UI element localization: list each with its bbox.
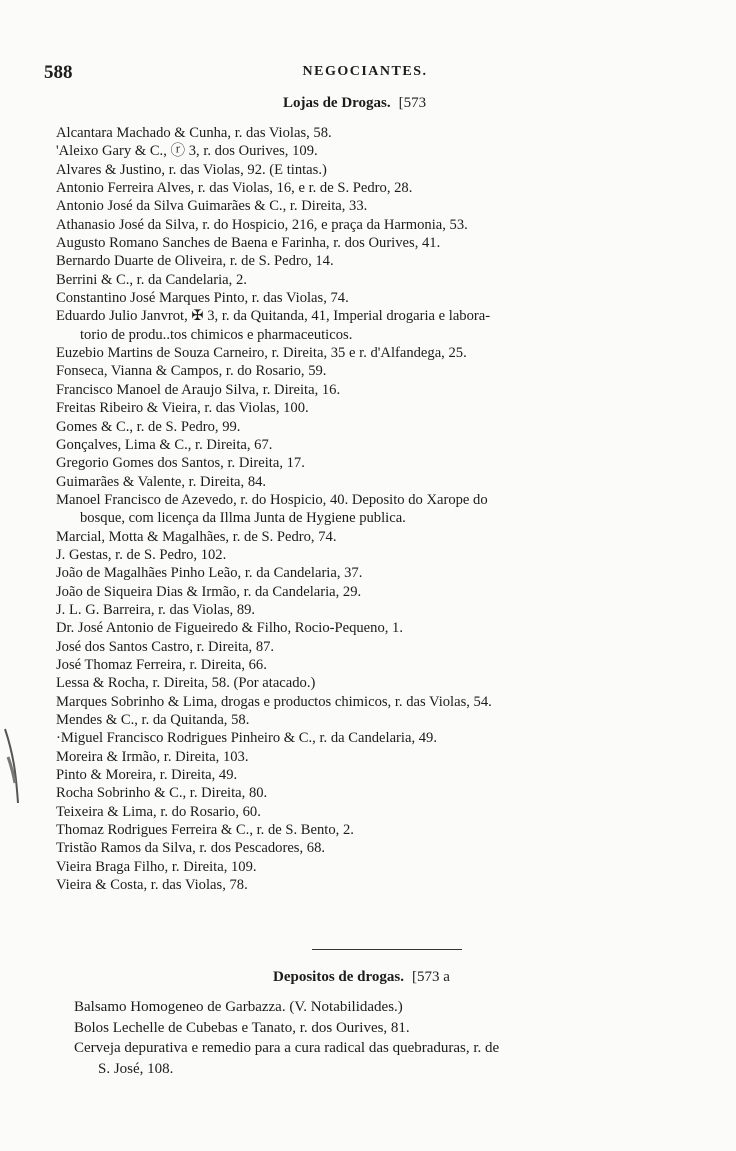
list-item bbox=[56, 729, 706, 747]
depositos-de-drogas-list bbox=[74, 997, 702, 1079]
entry-text: Augusto Romano Sanches de Baena e Farinha, r. dos Ourives, 41. bbox=[56, 235, 441, 252]
list-item bbox=[56, 161, 706, 179]
page-number: 588 bbox=[44, 62, 73, 83]
list-item bbox=[56, 711, 706, 729]
list-item bbox=[56, 564, 706, 582]
entry-text: José dos Santos Castro, r. Direita, 87. bbox=[56, 638, 275, 655]
entry-text: Balsamo Homogeneo de Garbazza. (V. Notabilidades.) bbox=[74, 999, 403, 1015]
entry-continuation: torio de produ..tos chimicos e pharmaceuticos. bbox=[80, 326, 353, 343]
list-item bbox=[56, 528, 706, 546]
entry-text: J. Gestas, r. de S. Pedro, 102. bbox=[56, 546, 227, 563]
entry-text: Cerveja depurativa e remedio para a cura radical das quebraduras, r. de bbox=[74, 1040, 500, 1056]
entry-text: Fonseca, Vianna & Campos, r. do Rosario, 59. bbox=[56, 363, 327, 380]
section-reference: [573 a bbox=[412, 969, 450, 985]
entry-text: J. L. G. Barreira, r. das Violas, 89. bbox=[56, 601, 256, 618]
entry-text: Pinto & Moreira, r. Direita, 49. bbox=[56, 767, 238, 784]
list-item bbox=[56, 362, 706, 380]
list-item bbox=[56, 252, 706, 270]
entry-text: Rocha Sobrinho & C., r. Direita, 80. bbox=[56, 785, 268, 802]
lojas-de-drogas-list bbox=[56, 124, 706, 894]
entry-text: Lessa & Rocha, r. Direita, 58. (Por atacado.) bbox=[56, 675, 316, 692]
list-item bbox=[56, 399, 706, 417]
entry-text: Gonçalves, Lima & C., r. Direita, 67. bbox=[56, 436, 273, 453]
section-heading-lojas-de-drogas bbox=[283, 95, 426, 112]
list-item bbox=[56, 766, 706, 784]
entry-text: Manoel Francisco de Azevedo, r. do Hospicio, 40. Deposito do Xarope do bbox=[56, 491, 488, 508]
entry-text: João de Siqueira Dias & Irmão, r. da Candelaria, 29. bbox=[56, 583, 362, 600]
entry-text: Gomes & C., r. de S. Pedro, 99. bbox=[56, 418, 241, 435]
list-item bbox=[56, 344, 706, 362]
list-item bbox=[56, 289, 706, 307]
entry-text: Teixeira & Lima, r. do Rosario, 60. bbox=[56, 803, 261, 820]
entry-text: Freitas Ribeiro & Vieira, r. das Violas, 100. bbox=[56, 400, 309, 417]
entry-text: Mendes & C., r. da Quitanda, 58. bbox=[56, 712, 250, 728]
entry-continuation: bosque, com licença da Illma Junta de Hygiene publica. bbox=[80, 510, 406, 527]
section-title: Lojas de Drogas. bbox=[283, 95, 391, 111]
list-item bbox=[56, 748, 706, 766]
list-item bbox=[56, 124, 706, 142]
entry-text: José Thomaz Ferreira, r. Direita, 66. bbox=[56, 656, 267, 673]
list-item bbox=[56, 784, 706, 802]
entry-text: Constantino José Marques Pinto, r. das Violas, 74. bbox=[56, 290, 349, 307]
list-item bbox=[56, 436, 706, 454]
running-head bbox=[44, 62, 686, 86]
entry-text: Vieira Braga Filho, r. Direita, 109. bbox=[56, 858, 257, 875]
list-item bbox=[56, 583, 706, 601]
entry-text: Moreira & Irmão, r. Direita, 103. bbox=[56, 748, 249, 765]
list-item bbox=[56, 858, 706, 876]
list-item bbox=[56, 216, 706, 234]
entry-text: Antonio Ferreira Alves, r. das Violas, 16, e r. de S. Pedro, 28. bbox=[56, 180, 413, 197]
list-item bbox=[74, 1018, 702, 1039]
entry-text: Euzebio Martins de Souza Carneiro, r. Direita, 35 e r. d'Alfandega, 25. bbox=[56, 345, 467, 362]
list-item bbox=[56, 546, 706, 564]
list-item bbox=[56, 381, 706, 399]
entry-text: João de Magalhães Pinho Leão, r. da Candelaria, 37. bbox=[56, 565, 363, 582]
list-item bbox=[56, 491, 706, 528]
entry-text: Bernardo Duarte de Oliveira, r. de S. Pedro, 14. bbox=[56, 253, 334, 270]
list-item bbox=[56, 454, 706, 472]
entry-text: Gregorio Gomes dos Santos, r. Direita, 17. bbox=[56, 455, 305, 472]
entry-text: Alcantara Machado & Cunha, r. das Violas, 58. bbox=[56, 125, 332, 141]
list-item bbox=[56, 674, 706, 692]
list-item bbox=[56, 619, 706, 637]
entry-text: Alvares & Justino, r. das Violas, 92. (E tintas.) bbox=[56, 161, 327, 178]
entry-text: Dr. José Antonio de Figueiredo & Filho, Rocio-Pequeno, 1. bbox=[56, 620, 403, 637]
margin-ink-mark bbox=[2, 727, 20, 805]
list-item bbox=[56, 638, 706, 656]
entry-text: Tristão Ramos da Silva, r. dos Pescadores, 68. bbox=[56, 840, 326, 857]
list-item bbox=[74, 1038, 702, 1079]
list-item bbox=[74, 997, 702, 1018]
list-item bbox=[56, 693, 706, 711]
entry-text: Athanasio José da Silva, r. do Hospicio, 216, e praça da Harmonia, 53. bbox=[56, 216, 468, 233]
entry-text: Antonio José da Silva Guimarães & C., r. Direita, 33. bbox=[56, 198, 368, 215]
list-item bbox=[56, 601, 706, 619]
list-item bbox=[56, 821, 706, 839]
running-title: NEGOCIANTES. bbox=[302, 64, 428, 79]
entry-text: Marques Sobrinho & Lima, drogas e productos chimicos, r. das Violas, 54. bbox=[56, 693, 492, 710]
list-item bbox=[56, 876, 706, 894]
list-item bbox=[56, 142, 706, 160]
list-item bbox=[56, 803, 706, 821]
list-item bbox=[56, 418, 706, 436]
section-divider bbox=[312, 949, 462, 950]
list-item bbox=[56, 234, 706, 252]
entry-text: Thomaz Rodrigues Ferreira & C., r. de S. Bento, 2. bbox=[56, 822, 354, 839]
list-item bbox=[56, 656, 706, 674]
section-reference: [573 bbox=[398, 95, 427, 111]
list-item bbox=[56, 839, 706, 857]
list-item bbox=[56, 197, 706, 215]
entry-text: 'Aleixo Gary & C., ⓡ 3, r. dos Ourives, 109. bbox=[56, 143, 318, 160]
entry-text: Marcial, Motta & Magalhães, r. de S. Pedro, 74. bbox=[56, 528, 337, 545]
list-item bbox=[56, 307, 706, 344]
entry-text: ·Miguel Francisco Rodrigues Pinheiro & C., r. da Candelaria, 49. bbox=[56, 730, 437, 747]
entry-text: Guimarães & Valente, r. Direita, 84. bbox=[56, 473, 267, 490]
entry-text: Berrini & C., r. da Candelaria, 2. bbox=[56, 271, 247, 288]
list-item bbox=[56, 473, 706, 491]
list-item bbox=[56, 179, 706, 197]
entry-text: Vieira & Costa, r. das Violas, 78. bbox=[56, 877, 248, 894]
entry-continuation: S. José, 108. bbox=[98, 1060, 174, 1077]
list-item bbox=[56, 271, 706, 289]
section-title: Depositos de drogas. bbox=[273, 969, 404, 985]
entry-text: Eduardo Julio Janvrot, ✠ 3, r. da Quitanda, 41, Imperial drogaria e labora- bbox=[56, 308, 491, 325]
entry-text: Francisco Manoel de Araujo Silva, r. Direita, 16. bbox=[56, 381, 341, 398]
section-heading-depositos-de-drogas bbox=[273, 969, 450, 986]
entry-text: Bolos Lechelle de Cubebas e Tanato, r. dos Ourives, 81. bbox=[74, 1019, 410, 1036]
